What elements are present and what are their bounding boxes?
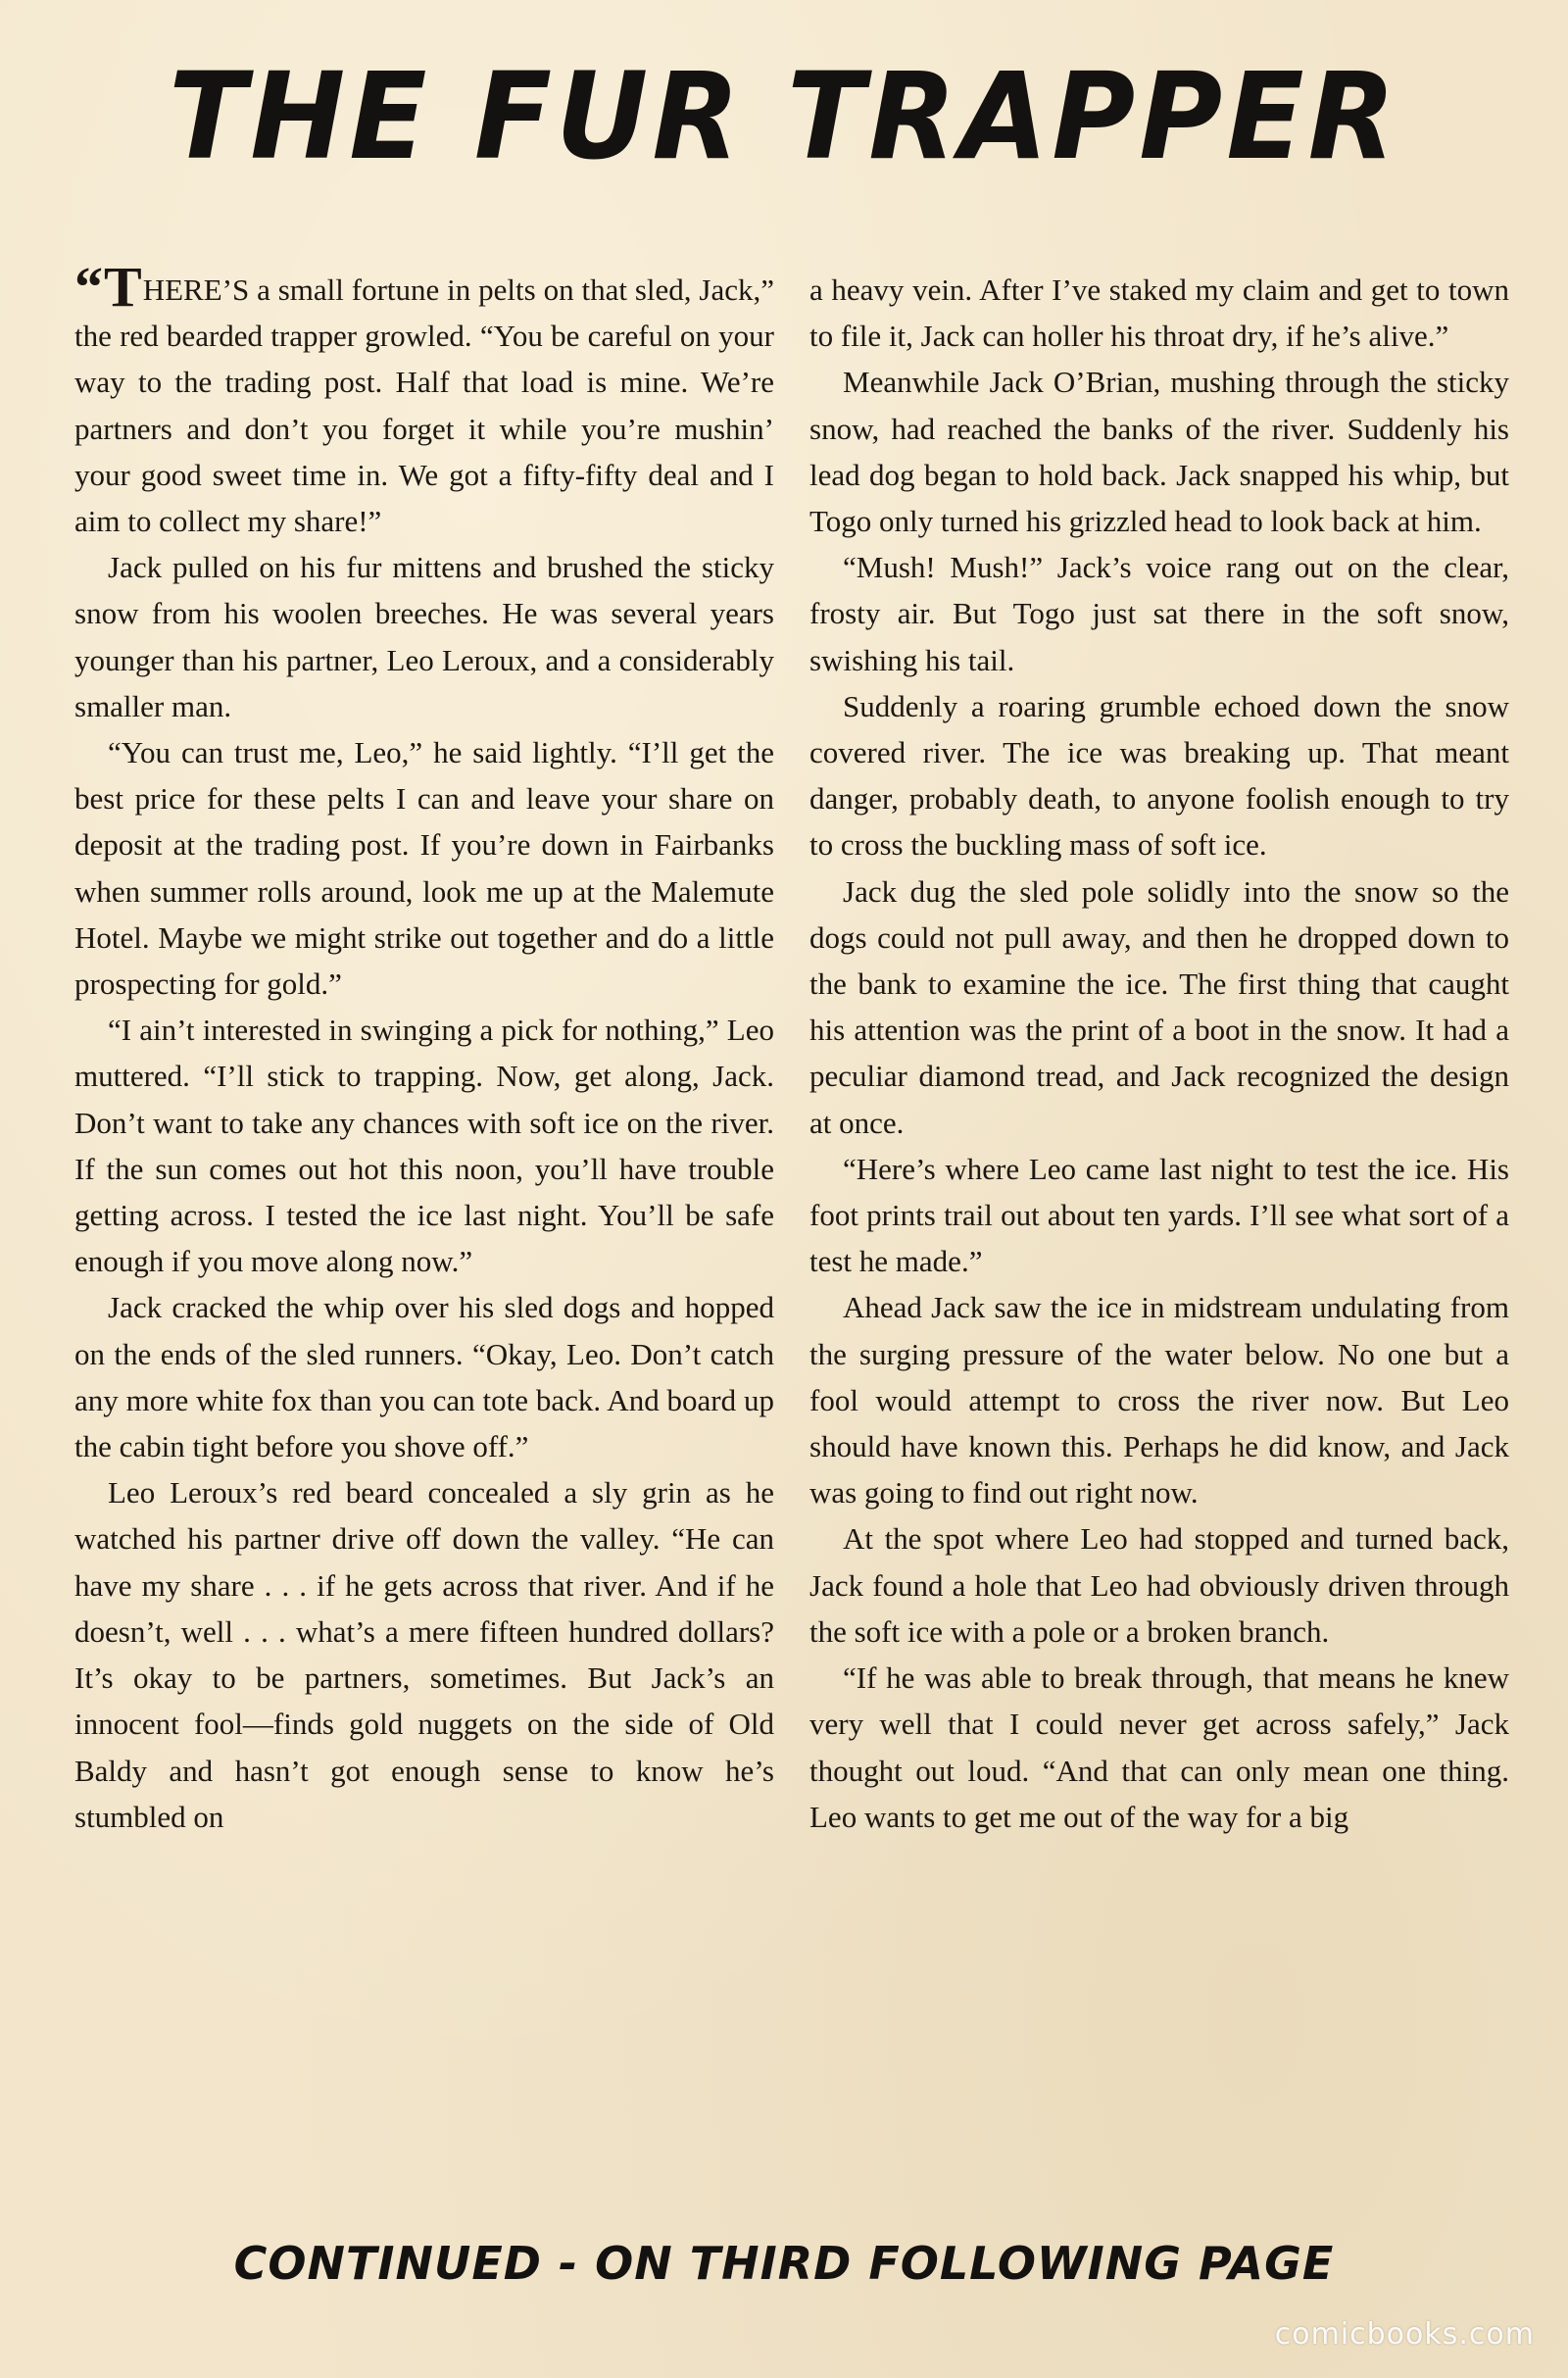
dropcap: “T	[74, 255, 143, 319]
continued-notice: CONTINUED - ON THIRD FOLLOWING PAGE	[233, 2237, 1335, 2290]
continued-paragraph: a heavy vein. After I’ve staked my claim and get to town to file it, Jack can holler his throat dry, if he’s alive.”	[809, 272, 1509, 354]
watermark: comicbooks.com	[1274, 2317, 1535, 2352]
paragraph: Jack dug the sled pole solidly into the snow so the dogs could not pull away, and then he dropped down to the bank to examine the ice. The first thing that caught his attention was the print of a boot in the snow. It had a peculiar diamond tread, and Jack recognized the design at once.	[809, 873, 1509, 1140]
opening-text: HERE’S a small fortune in pelts on that sled, Jack,” the red bearded trapper growled. “You be careful on your way to the trading post. Half that load is mine. We’re partners and don’t you forget it while you’re mushin’ your good sweet time in. We got a fifty-fifty deal and I aim to collect my share!”	[74, 272, 774, 539]
paragraph: Ahead Jack saw the ice in midstream undulating from the surging pressure of the water below. No one but a fool would attempt to cross the river now. But Leo should have known this. Perhaps he did know, and Jack was going to find out right now.	[809, 1290, 1509, 1511]
paragraph: “If he was able to break through, that means he knew very well that I could never get across safely,” Jack thought out loud. “And that can only mean one thing. Leo wants to get me out of the way for a big	[809, 1660, 1509, 1834]
paragraph: Jack pulled on his fur mittens and brushed the sticky snow from his woolen breeches. He was several years younger than his partner, Leo Leroux, and a considerably smaller man.	[74, 550, 774, 723]
paragraph: “Here’s where Leo came last night to test the ice. His foot prints trail out about ten yards. I’ll see what sort of a test he made.”	[809, 1151, 1509, 1279]
paragraph: Jack cracked the whip over his sled dogs and hopped on the ends of the sled runners. “Okay, Leo. Don’t catch any more white fox than you can tote back. And board up the cabin tight before you shove off.”	[74, 1290, 774, 1464]
right-column	[809, 267, 1509, 1840]
paragraph: Meanwhile Jack O’Brian, mushing through the sticky snow, had reached the banks of the river. Suddenly his lead dog began to hold back. Jack snapped his whip, but Togo only turned his grizzled head to look back at him.	[809, 365, 1509, 539]
paragraph: “I ain’t interested in swinging a pick for nothing,” Leo muttered. “I’ll stick to trapping. Now, get along, Jack. Don’t want to take any chances with soft ice on the river. If the sun comes out hot this noon, you’ll have trouble getting across. I tested the ice last night. You’ll be safe enough if you move along now.”	[74, 1013, 774, 1279]
left-column	[74, 255, 774, 1840]
story-title: THE FUR TRAPPER	[169, 47, 1399, 187]
paragraph: “Mush! Mush!” Jack’s voice rang out on the clear, frosty air. But Togo just sat there in the soft snow, swishing his tail.	[809, 550, 1509, 677]
paragraph: “You can trust me, Leo,” he said lightly. “I’ll get the best price for these pelts I can and leave your share on deposit at the trading post. If you’re down in Fairbanks when summer rolls around, look me up at the Malemute Hotel. Maybe we might strike out together and do a little prospecting for gold.”	[74, 735, 774, 1002]
paragraph: Leo Leroux’s red beard concealed a sly grin as he watched his partner drive off down the valley. “He can have my share . . . if he gets across that river. And if he doesn’t, well . . . what’s a mere fifteen hundred dollars? It’s okay to be partners, sometimes. But Jack’s an innocent fool—finds gold nuggets on the side of Old Baldy and hasn’t got enough sense to know he’s stumbled on	[74, 1475, 774, 1834]
paragraph: At the spot where Leo had stopped and turned back, Jack found a hole that Leo had obviously driven through the soft ice with a pole or a broken branch.	[809, 1521, 1509, 1649]
paragraph: Suddenly a roaring grumble echoed down the snow covered river. The ice was breaking up. That meant danger, probably death, to anyone foolish enough to try to cross the buckling mass of soft ice.	[809, 688, 1509, 863]
opening-paragraph	[74, 255, 774, 544]
